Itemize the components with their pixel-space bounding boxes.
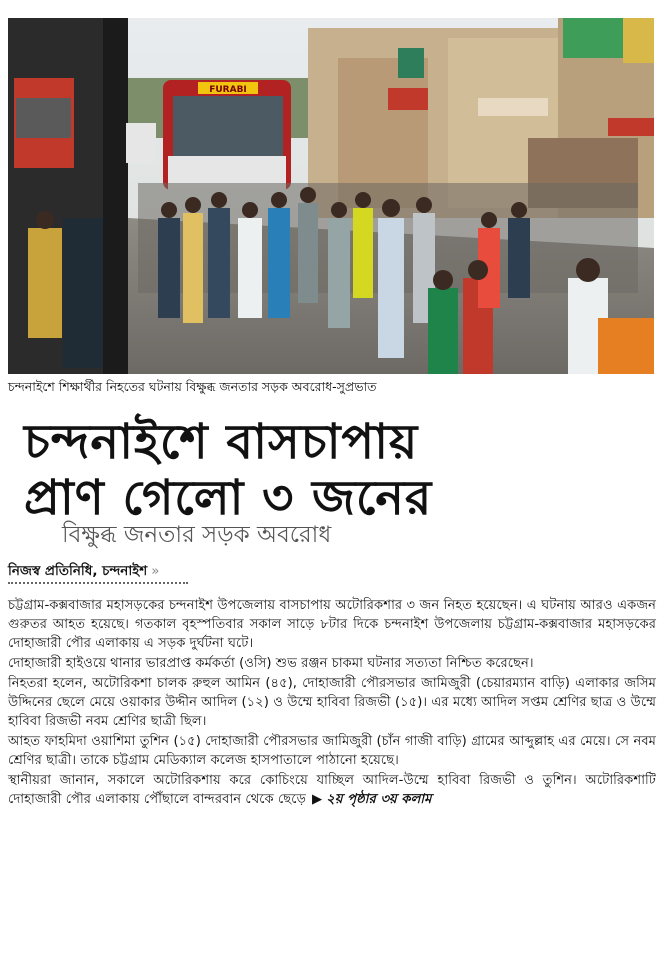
subheadline: বিক্ষুব্ধ জনতার সড়ক অবরোধ (62, 522, 332, 548)
news-photo (8, 18, 654, 374)
byline (8, 560, 160, 583)
road-blockade-photo (8, 18, 654, 374)
paragraph: নিহতরা হলেন, অটোরিকশা চালক রুহুল আমিন (৪৫), দোহাজারী পৌরসভার জামিজুরী (চেয়ারম্যান বাড়ি) এলাকার জসিম উদ্দিনের ছেলে মেয়ে ওয়াকার উদ্দীন আদিল (১২) ও উম্মে হাবিবা রিজভী (১৫)। এর মধ্যে আদিল সপ্তম শ্রেণির ছাত্র ও উম্মে হাবিবা রিজভী নবম শ্রেণির ছাত্রী ছিল। (8, 676, 656, 729)
paragraph-last (8, 771, 656, 809)
headline-line-1: চন্দনাইশে বাসচাপায় (24, 414, 419, 470)
paragraph-text: স্থানীয়রা জানান, সকালে অটোরিকশায় করে কোচিংয়ে যাচ্ছিল আদিল-উম্মে হাবিবা রিজভী ও তুশিন। অটোরিকশাটি দোহাজারী পৌর এলাকায় পৌঁছালে বান্দরবান থেকে ছেড়ে (8, 773, 656, 807)
article-body (8, 596, 656, 810)
paragraph: চট্টগ্রাম-কক্সবাজার মহাসড়কের চন্দনাইশ উপজেলায় বাসচাপায় অটোরিকশার ৩ জন নিহত হয়েছেন। এ ঘটনায় আরও একজন গুরুতর আহত হয়েছে। গতকাল বৃহস্পতিবার সকাল সাড়ে ৮টার দিকে চন্দনাইশ উপজেলায় চট্টগ্রাম-কক্সবাজার মহাসড়কের দোহাজারী পৌর এলাকায় এ সড়ক দুর্ঘটনা ঘটে। (8, 598, 656, 651)
byline-text: নিজস্ব প্রতিনিধি, চন্দনাইশ (8, 563, 148, 579)
photo-caption: চন্দনাইশে শিক্ষার্থীর নিহতের ঘটনায় বিক্ষুব্ধ জনতার সড়ক অবরোধ-সুপ্রভাত (8, 379, 377, 394)
paragraph: আহত ফাহমিদা ওয়াশিমা তুশিন (১৫) দোহাজারী পৌরসভার জামিজুরী (চাঁন গাজী বাড়ি) গ্রামের আব্দুল্লাহ এর মেয়ে। সে নবম শ্রেণির ছাত্রী। তাকে চট্টগ্রাম মেডিক্যাল কলেজ হাসপাতালে পাঠানো হয়েছে। (8, 734, 656, 768)
play-arrow-icon: ▶ (312, 792, 323, 807)
chevron-right-icon: » (151, 563, 160, 579)
continuation-text: ২য় পৃষ্ঠার ৩য় কলাম (326, 792, 432, 807)
byline-divider (8, 582, 188, 584)
headline (24, 414, 584, 526)
bus-sign: FURABI (209, 85, 247, 95)
continuation-link[interactable] (312, 792, 431, 807)
headline-line-2: প্রাণ গেলো ৩ জনের (24, 470, 433, 526)
paragraph: দোহাজারী হাইওয়ে থানার ভারপ্রাপ্ত কর্মকর্তা (ওসি) শুভ রঞ্জন চাকমা ঘটনার সত্যতা নিশ্চিত করেছেন। (8, 656, 534, 671)
